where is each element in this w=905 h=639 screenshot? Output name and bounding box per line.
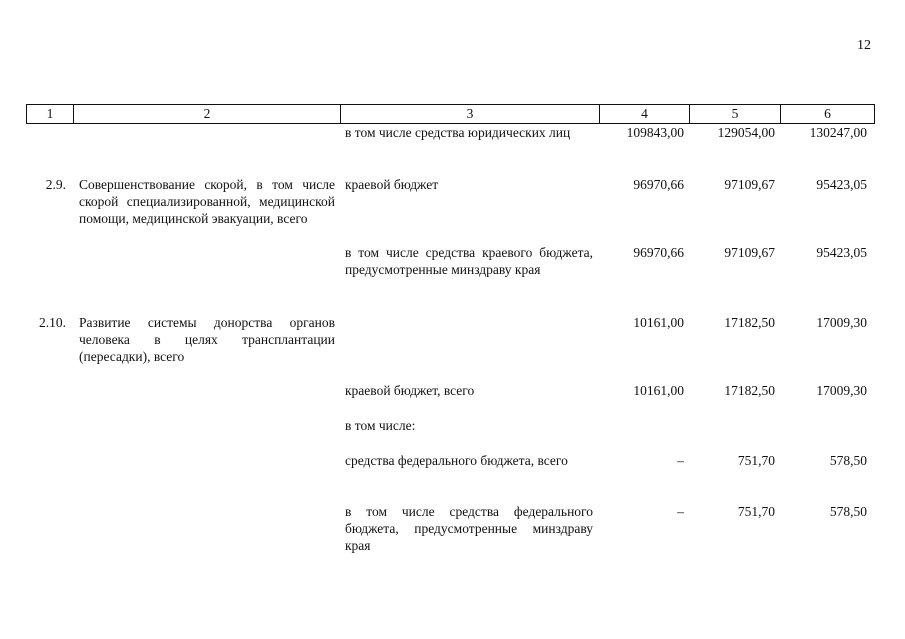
row-value-6: 17009,30 [816, 383, 867, 398]
row-value-4: – [677, 504, 684, 519]
row-value-6: 95423,05 [816, 245, 867, 260]
row-source: в том числе средства федерального бюджета, предусмотренные минздраву края [345, 504, 593, 553]
row-source: в том числе: [345, 418, 416, 433]
row-value-5: 97109,67 [724, 245, 775, 260]
row-source: краевой бюджет, всего [345, 383, 475, 398]
row-number: 2.9. [45, 177, 66, 192]
row-value-4: 10161,00 [633, 315, 684, 330]
row-source: средства федерального бюджета, всего [345, 453, 568, 468]
header-col-6: 6 [781, 105, 875, 124]
header-col-5: 5 [690, 105, 781, 124]
row-source: в том числе средства краевого бюджета, предусмотренные минздраву края [345, 245, 593, 277]
row-value-5: 751,70 [737, 453, 775, 468]
header-col-4: 4 [600, 105, 690, 124]
row-value-4: 96970,66 [633, 245, 684, 260]
row-source: краевой бюджет [345, 177, 439, 192]
page-number: 12 [857, 38, 871, 53]
row-value-5: 17182,50 [724, 315, 775, 330]
row-value-6: 578,50 [829, 453, 867, 468]
row-value-4: – [677, 453, 684, 468]
row-value-6: 17009,30 [816, 315, 867, 330]
row-value-4: 10161,00 [633, 383, 684, 398]
row-number: 2.10. [39, 315, 66, 330]
header-col-1: 1 [27, 105, 74, 124]
row-name: Развитие системы донорства органов человека в целях трансплантации (пересадки), всего [79, 315, 335, 364]
column-number-header [26, 104, 875, 124]
header-col-3: 3 [341, 105, 600, 124]
row-value-5: 97109,67 [724, 177, 775, 192]
header-col-2: 2 [74, 105, 341, 124]
row-value-5: 751,70 [737, 504, 775, 519]
row-value-6: 130247,00 [809, 125, 867, 140]
row-value-6: 578,50 [829, 504, 867, 519]
row-value-5: 17182,50 [724, 383, 775, 398]
row-value-4: 109843,00 [626, 125, 684, 140]
row-name: Совершенствование скорой, в том числе скорой специализированной, медицинской помощи, медицинской эвакуации, всего [79, 177, 335, 226]
row-value-4: 96970,66 [633, 177, 684, 192]
row-value-5: 129054,00 [717, 125, 775, 140]
row-source: в том числе средства юридических лиц [345, 125, 571, 140]
row-value-6: 95423,05 [816, 177, 867, 192]
